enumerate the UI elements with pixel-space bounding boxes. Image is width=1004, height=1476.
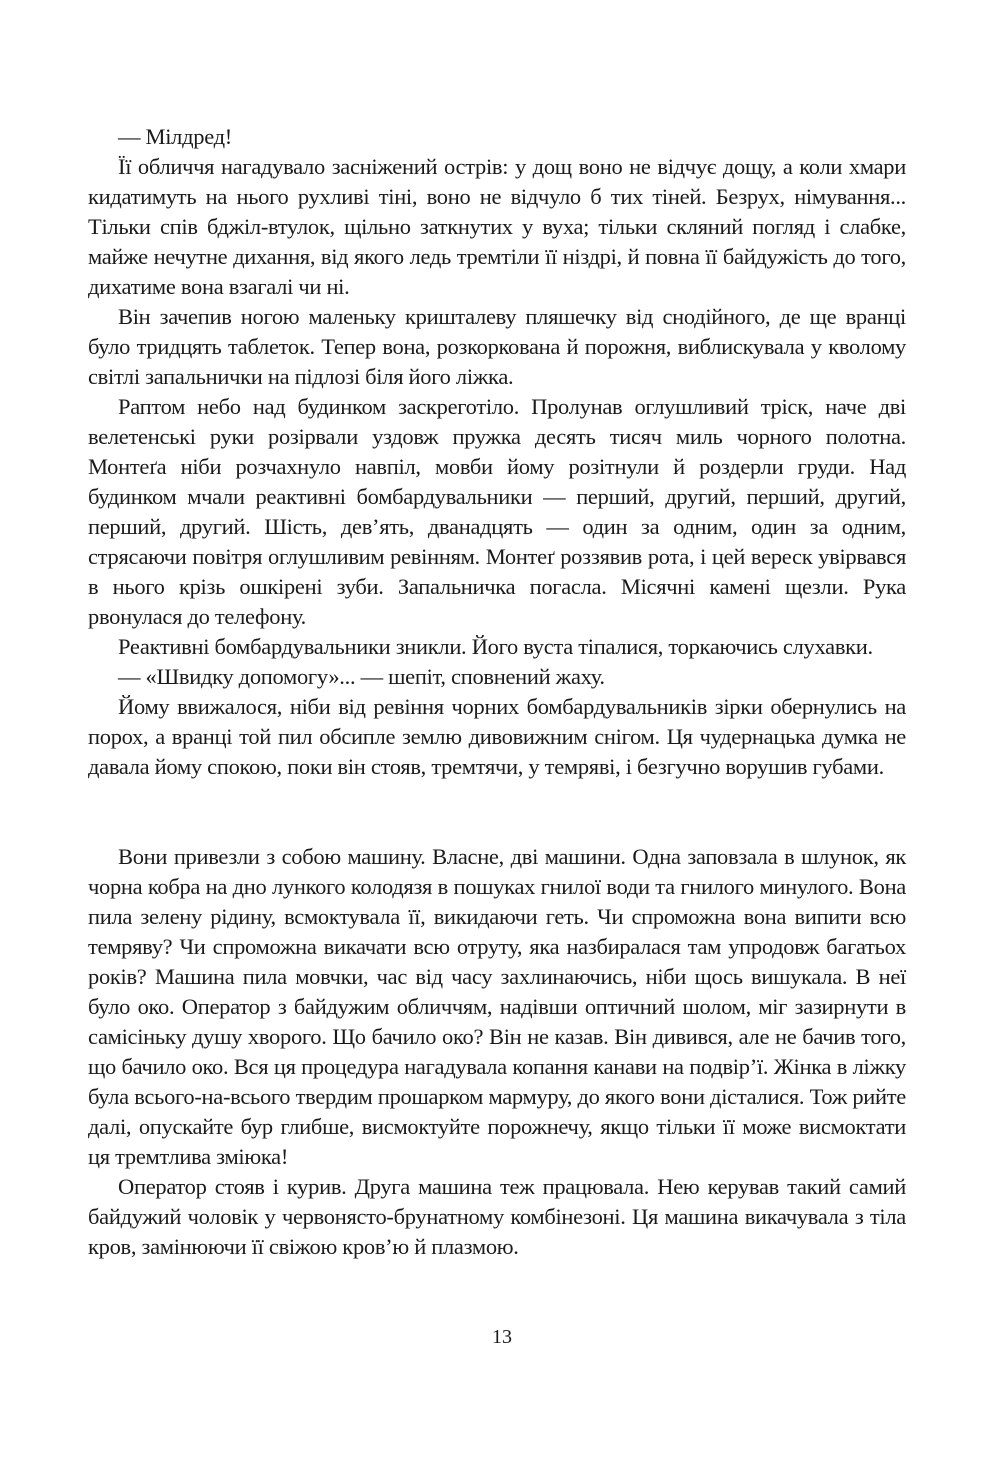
paragraph: Вони привезли з собою машину. Власне, дві машини. Одна заповзала в шлунок, як чорна кобра на дно лункого колодязя в пошуках гнилої води та гнилого минулого. Вона пила зелену рідину, всмоктувала її, викидаючи геть. Чи спроможна вона випити всю темряву? Чи спроможна викачати всю отруту, яка назбиралася там упродовж багатьох років? Машина пила мовчки, час від часу захлинаючись, ніби щось вишукала. В неї було око. Оператор з байдужим обличчям, надівши оптичний шолом, міг зазирнути в самісіньку душу хворого. Що бачило око? Він не казав. Він дивився, але не бачив того, що бачило око. Вся ця процедура нагадувала копання канави на подвір’ї. Жінка в ліжку була всього-на-всього твердим прошарком мармуру, до якого вони дісталися. Тож рийте далі, опускайте бур глибше, висмоктуйте порожнечу, якщо тільки її може висмоктати ця тремтлива змiюка!: [88, 844, 906, 1169]
paragraph: Оператор стояв і курив. Друга машина теж працювала. Нею керував такий самий байдужий чоловік у червонясто-брунатному комбінезоні. Ця машина викачувала з тіла кров, замінюючи її свіжою кров’ю й плазмою.: [88, 1174, 906, 1259]
section-break: [88, 782, 906, 812]
section-break: [88, 812, 906, 842]
paragraph: Він зачепив ногою маленьку кришталеву пляшечку від снодійного, де ще вранці було тридцять таблеток. Тепер вона, розкоркована й порожня, виблискувала у кволому світлі запальнички на підлозі біля його ліжка.: [88, 304, 906, 389]
page-number: 13: [492, 1326, 512, 1348]
paragraph: Йому ввижалося, ніби від ревіння чорних бомбардувальників зірки обернулись на порох, а вранці той пил обсипле землю дивовижним снігом. Ця чудернацька думка не давала йому спокою, поки він стояв, тремтячи, у темряві, і безгучно ворушив губами.: [88, 694, 906, 779]
paragraph: Реактивні бомбардувальники зникли. Його вуста тіпалися, торкаючись слухавки.: [118, 634, 873, 659]
paragraph: — «Швидку допомогу»... — шепіт, сповнений жаху.: [118, 664, 605, 689]
paragraph: Її обличчя нагадувало засніжений острів: у дощ воно не відчує дощу, а коли хмари кидатимуть на нього рухливі тіні, воно не відчуло б тих тіней. Безрух, німування... Тільки спів бджіл-втулок, щільно заткнутих у вуха; тільки скляний погляд і слабке, майже нечутне дихання, від якого ледь тремтіли її ніздрі, й повна її байдужість до того, дихатиме вона взагалі чи ні.: [88, 154, 906, 299]
paragraph: — Мілдред!: [118, 124, 232, 149]
page-body: [88, 122, 906, 1262]
paragraph: Раптом небо над будинком заскреготіло. Пролунав оглушливий тріск, наче дві велетенські руки розірвали уздовж пружка десять тисяч миль чорного полотна. Монтеґа ніби розчахнуло навпіл, мовби йому розітнули й роздерли груди. Над будинком мчали реактивні бомбардувальники — перший, другий, перший, другий, перший, другий. Шість, дев’ять, дванадцять — один за одним, один за одним, стрясаючи повітря оглушливим ревінням. Монтеґ роззявив рота, і цей вереск увірвався в нього крізь ошкірені зуби. Запальничка погасла. Місячні камені щезли. Рука рвонулася до телефону.: [88, 394, 906, 629]
